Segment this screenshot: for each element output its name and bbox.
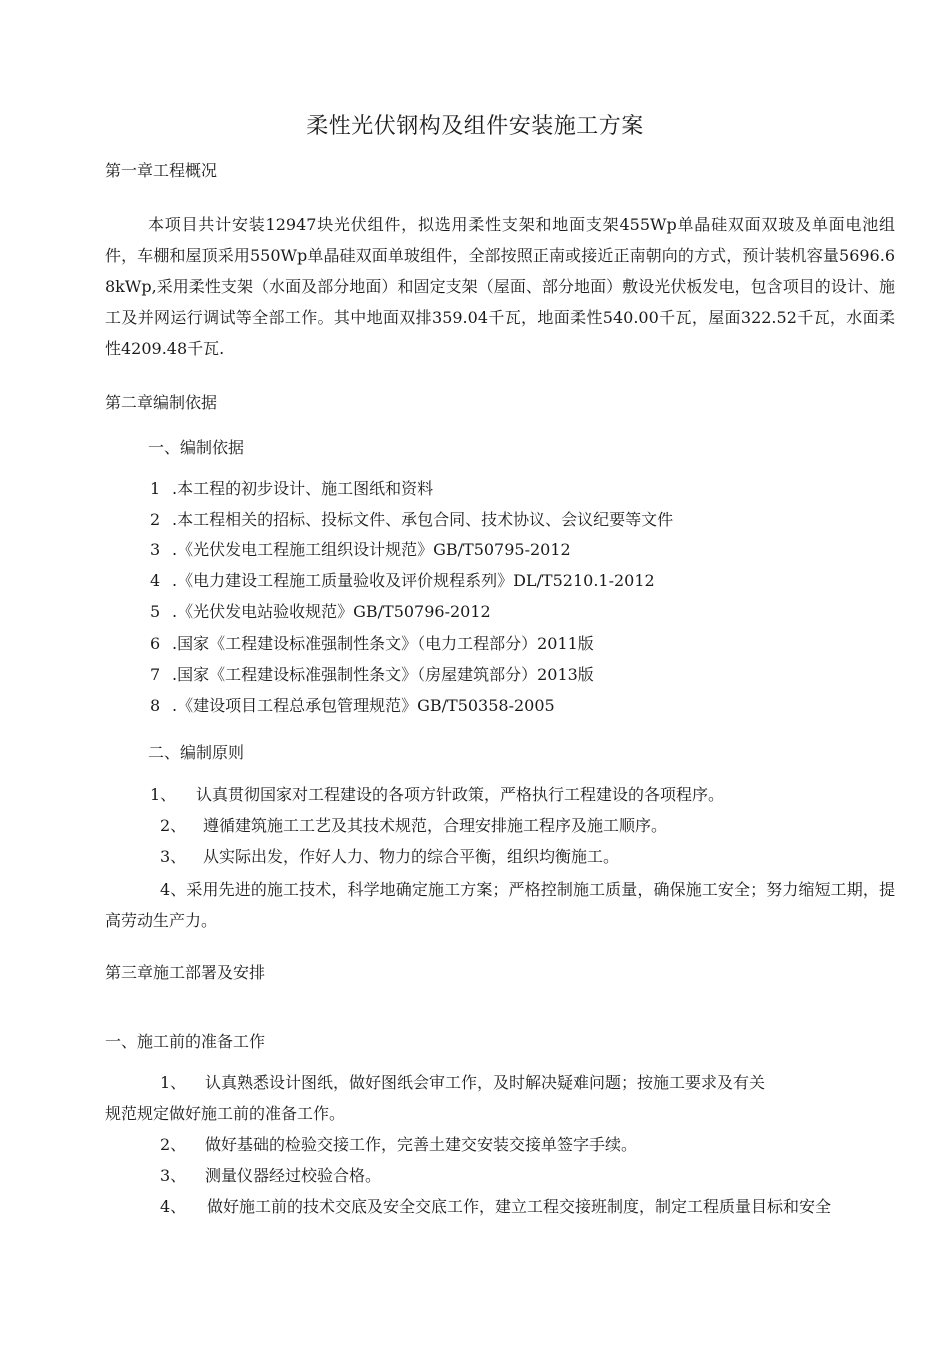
preparation-item-number: 3、 — [160, 1166, 187, 1185]
preparation-item-text: 认真熟悉设计图纸，做好图纸会审工作，及时解决疑难问题；按施工要求及有关 — [205, 1073, 766, 1092]
basis-item-text: .本工程的初步设计、施工图纸和资料 — [172, 479, 434, 498]
preparation-item — [160, 1197, 831, 1217]
basis-item — [150, 571, 655, 591]
chapter-2-heading: 第二章编制依据 — [105, 393, 218, 412]
chapter-3-heading: 第三章施工部署及安排 — [105, 963, 266, 982]
principle-item-number: 3、 — [160, 847, 187, 866]
preparation-item-number: 4、 — [160, 1197, 187, 1216]
chapter-1-heading: 第一章工程概况 — [105, 161, 218, 180]
basis-item-number: 1 — [150, 479, 161, 498]
preparation-item-text: 做好施工前的技术交底及安全交底工作，建立工程交接班制度，制定工程质量目标和安全 — [207, 1197, 832, 1216]
principle-item — [150, 785, 724, 805]
basis-item — [150, 665, 594, 685]
section-principles-heading: 二、编制原则 — [148, 743, 245, 762]
basis-item-number: 2 — [150, 510, 161, 529]
basis-item-text: .《电力建设工程施工质量验收及评价规程系列》DL/T5210.1-2012 — [172, 571, 655, 590]
document-title: 柔性光伏钢构及组件安装施工方案 — [306, 114, 644, 139]
basis-item-text: .《光伏发电工程施工组织设计规范》GB/T50795-2012 — [172, 540, 571, 559]
basis-item-text: .《建设项目工程总承包管理规范》GB/T50358-2005 — [172, 696, 555, 715]
basis-item-number: 6 — [150, 634, 161, 653]
principle-item — [160, 816, 667, 836]
principle-item-text: 认真贯彻国家对工程建设的各项方针政策，严格执行工程建设的各项程序。 — [196, 785, 725, 804]
section-basis-heading: 一、编制依据 — [148, 438, 245, 457]
basis-item — [150, 479, 433, 499]
basis-item — [150, 696, 555, 716]
preparation-item-number: 1、 — [160, 1073, 187, 1092]
preparation-item-text: 测量仪器经过校验合格。 — [205, 1166, 382, 1185]
preparation-item — [160, 1135, 637, 1155]
preparation-item — [160, 1073, 765, 1093]
principle-item — [160, 847, 619, 867]
basis-item-text: .本工程相关的招标、投标文件、承包合同、技术协议、会议纪要等文件 — [172, 510, 674, 529]
preparation-item-number: 2、 — [160, 1135, 187, 1154]
principle-item-4: 4、采用先进的施工技术，科学地确定施工方案；严格控制施工质量，确保施工安全；努力缩短工期，提高劳动生产力。 — [105, 880, 895, 930]
principle-item-number: 1、 — [150, 785, 177, 804]
basis-item — [150, 540, 571, 560]
section-preparation-heading: 一、施工前的准备工作 — [105, 1032, 266, 1051]
basis-item — [150, 602, 491, 622]
principle-item-text: 遵循建筑施工工艺及其技术规范，合理安排施工程序及施工顺序。 — [203, 816, 668, 835]
preparation-item-continuation: 规范规定做好施工前的准备工作。 — [105, 1104, 346, 1123]
basis-item-number: 3 — [150, 540, 161, 559]
basis-item-number: 4 — [150, 571, 161, 590]
preparation-item-text: 做好基础的检验交接工作，完善土建交安装交接单签字手续。 — [205, 1135, 638, 1154]
basis-item-text: .《光伏发电站验收规范》GB/T50796-2012 — [172, 602, 491, 621]
basis-item-number: 8 — [150, 696, 161, 715]
principle-item-number: 2、 — [160, 816, 187, 835]
basis-item-number: 7 — [150, 665, 161, 684]
basis-item-text: .国家《工程建设标准强制性条文》（电力工程部分）2011版 — [172, 634, 594, 653]
basis-item — [150, 634, 594, 654]
chapter-1-body: 本项目共计安装12947块光伏组件，拟选用柔性支架和地面支架455Wp单晶硅双面双玻及单面电池组件，车棚和屋顶采用550Wp单晶硅双面单玻组件，全部按照正南或接近正南朝向的方式，预计装机容量5696.68kWp,采用柔性支架（水面及部分地面）和固定支架（屋面、部分地面）敷设光伏板发电，包含项目的设计、施工及并网运行调试等全部工作。其中地面双排359.04千瓦，地面柔性540.00千瓦，屋面322.52千瓦，水面柔性4209.48千瓦. — [105, 215, 895, 358]
basis-item-number: 5 — [150, 602, 161, 621]
preparation-item — [160, 1166, 381, 1186]
principle-item-text: 从实际出发，作好人力、物力的综合平衡，组织均衡施工。 — [203, 847, 620, 866]
basis-item-text: .国家《工程建设标准强制性条文》（房屋建筑部分）2013版 — [172, 665, 594, 684]
basis-item — [150, 510, 673, 530]
